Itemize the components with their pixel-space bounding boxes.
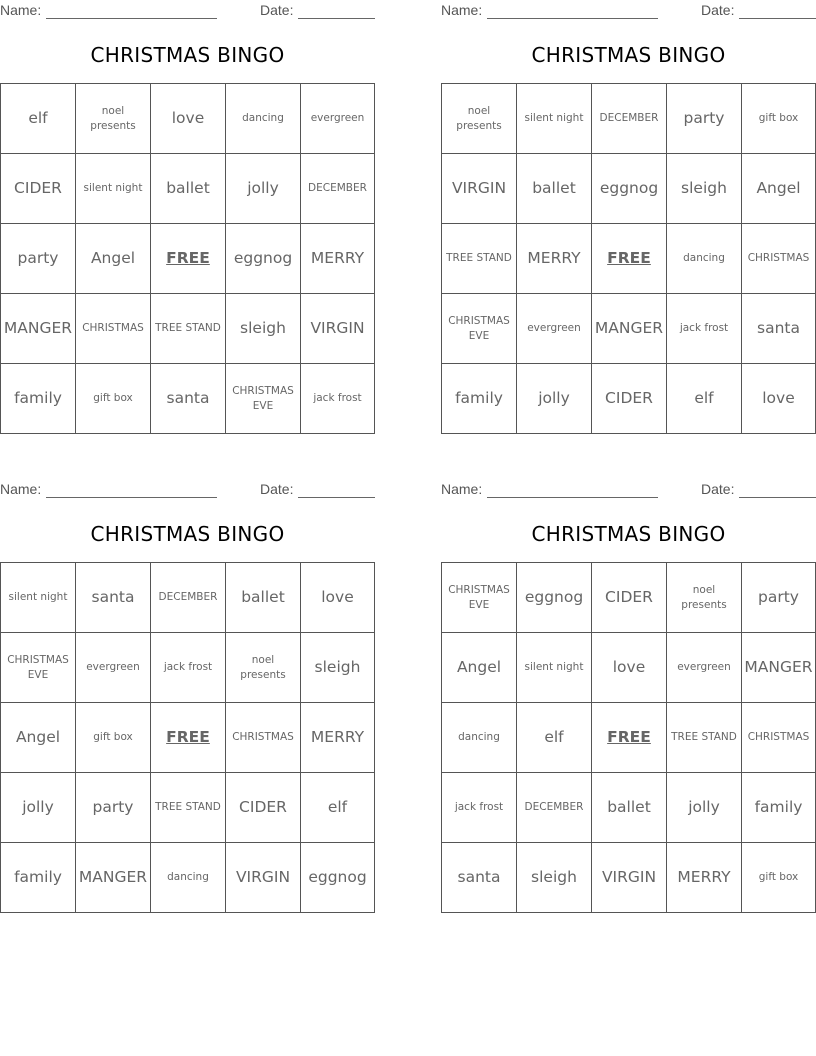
card-title: CHRISTMAS BINGO [531,43,726,67]
bingo-cell: CHRISTMAS [742,224,816,294]
bingo-cell: elf [517,703,592,773]
bingo-cell: jolly [667,773,742,843]
bingo-cell: CHRISTMAS [742,703,816,773]
date-line [298,18,375,19]
bingo-cell: CIDER [592,364,667,434]
bingo-cell: CIDER [592,563,667,633]
bingo-cell: MERRY [517,224,592,294]
bingo-cell: elf [301,773,375,843]
bingo-cell: jolly [226,154,301,224]
bingo-cell: sleigh [517,843,592,913]
bingo-cell: eggnog [226,224,301,294]
bingo-cell: dancing [151,843,226,913]
bingo-cell: family [1,843,76,913]
bingo-cell: noel presents [667,563,742,633]
card-title: CHRISTMAS BINGO [90,522,285,546]
bingo-grid [0,562,375,913]
bingo-cell: eggnog [301,843,375,913]
free-space: FREE [592,224,667,294]
bingo-cell: gift box [742,843,816,913]
bingo-cell: CHRISTMAS [76,294,151,364]
bingo-cell: jolly [517,364,592,434]
bingo-cell: jack frost [151,633,226,703]
bingo-cell: gift box [76,703,151,773]
bingo-cell: eggnog [517,563,592,633]
bingo-cell: family [442,364,517,434]
name-line [46,18,217,19]
bingo-cell: love [301,563,375,633]
name-label: Name: [441,2,483,18]
bingo-cell: santa [442,843,517,913]
date-label: Date: [260,481,294,497]
bingo-cell: jack frost [301,364,375,434]
bingo-cell: noel presents [442,84,517,154]
bingo-grid [0,83,375,434]
name-label: Name: [0,2,42,18]
free-space: FREE [151,224,226,294]
bingo-cell: VIRGIN [442,154,517,224]
card-header [0,481,375,501]
bingo-cell: VIRGIN [592,843,667,913]
bingo-cell: silent night [517,84,592,154]
bingo-cell: ballet [592,773,667,843]
name-label: Name: [441,481,483,497]
bingo-cell: TREE STAND [442,224,517,294]
bingo-cell: MANGER [592,294,667,364]
bingo-cell: Angel [742,154,816,224]
bingo-cell: sleigh [301,633,375,703]
bingo-cell: sleigh [226,294,301,364]
bingo-cell: TREE STAND [151,773,226,843]
bingo-cell: eggnog [592,154,667,224]
free-space: FREE [151,703,226,773]
bingo-cell: CIDER [226,773,301,843]
bingo-cell: family [742,773,816,843]
bingo-cell: ballet [517,154,592,224]
name-line [487,18,658,19]
date-line [739,18,816,19]
bingo-cell: CHRISTMAS [226,703,301,773]
name-line [487,497,658,498]
card-title: CHRISTMAS BINGO [90,43,285,67]
bingo-cell: VIRGIN [301,294,375,364]
bingo-card-2 [441,0,816,440]
bingo-cell: dancing [442,703,517,773]
bingo-cell: ballet [151,154,226,224]
card-header [441,2,816,22]
bingo-cell: evergreen [667,633,742,703]
bingo-cell: Angel [442,633,517,703]
bingo-cell: party [1,224,76,294]
bingo-cell: elf [667,364,742,434]
bingo-cell: DECEMBER [592,84,667,154]
bingo-cell: party [76,773,151,843]
bingo-cell: gift box [742,84,816,154]
bingo-cell: dancing [667,224,742,294]
bingo-cell: DECEMBER [517,773,592,843]
bingo-cell: MERRY [301,224,375,294]
bingo-cell: family [1,364,76,434]
bingo-cell: silent night [1,563,76,633]
bingo-cell: Angel [76,224,151,294]
bingo-cell: santa [76,563,151,633]
bingo-grid [441,83,816,434]
bingo-cell: MANGER [742,633,816,703]
bingo-cell: dancing [226,84,301,154]
bingo-cell: elf [1,84,76,154]
date-label: Date: [701,481,735,497]
bingo-card-4 [441,479,816,919]
bingo-cell: CHRISTMAS EVE [442,563,517,633]
bingo-cell: santa [151,364,226,434]
bingo-cell: MERRY [301,703,375,773]
bingo-cell: MANGER [1,294,76,364]
bingo-cell: jack frost [442,773,517,843]
bingo-cell: silent night [517,633,592,703]
bingo-cell: DECEMBER [301,154,375,224]
bingo-card-1 [0,0,375,440]
bingo-cell: love [592,633,667,703]
bingo-cell: CHRISTMAS EVE [1,633,76,703]
date-label: Date: [260,2,294,18]
bingo-cell: party [667,84,742,154]
bingo-cell: evergreen [301,84,375,154]
bingo-cell: TREE STAND [151,294,226,364]
name-label: Name: [0,481,42,497]
bingo-cell: noel presents [76,84,151,154]
bingo-cell: jack frost [667,294,742,364]
bingo-cell: CHRISTMAS EVE [226,364,301,434]
bingo-cell: MERRY [667,843,742,913]
bingo-cell: evergreen [517,294,592,364]
bingo-cell: party [742,563,816,633]
bingo-cell: TREE STAND [667,703,742,773]
bingo-cell: Angel [1,703,76,773]
bingo-cell: sleigh [667,154,742,224]
card-header [0,2,375,22]
bingo-cell: noel presents [226,633,301,703]
free-space: FREE [592,703,667,773]
bingo-cell: CIDER [1,154,76,224]
bingo-cell: jolly [1,773,76,843]
bingo-grid [441,562,816,913]
card-header [441,481,816,501]
date-label: Date: [701,2,735,18]
bingo-cell: love [742,364,816,434]
bingo-cell: love [151,84,226,154]
date-line [298,497,375,498]
bingo-cell: ballet [226,563,301,633]
bingo-cell: VIRGIN [226,843,301,913]
bingo-cell: MANGER [76,843,151,913]
date-line [739,497,816,498]
bingo-cell: gift box [76,364,151,434]
bingo-card-3 [0,479,375,919]
bingo-cell: silent night [76,154,151,224]
bingo-cell: CHRISTMAS EVE [442,294,517,364]
bingo-cell: santa [742,294,816,364]
bingo-cell: DECEMBER [151,563,226,633]
bingo-cell: evergreen [76,633,151,703]
name-line [46,497,217,498]
card-title: CHRISTMAS BINGO [531,522,726,546]
